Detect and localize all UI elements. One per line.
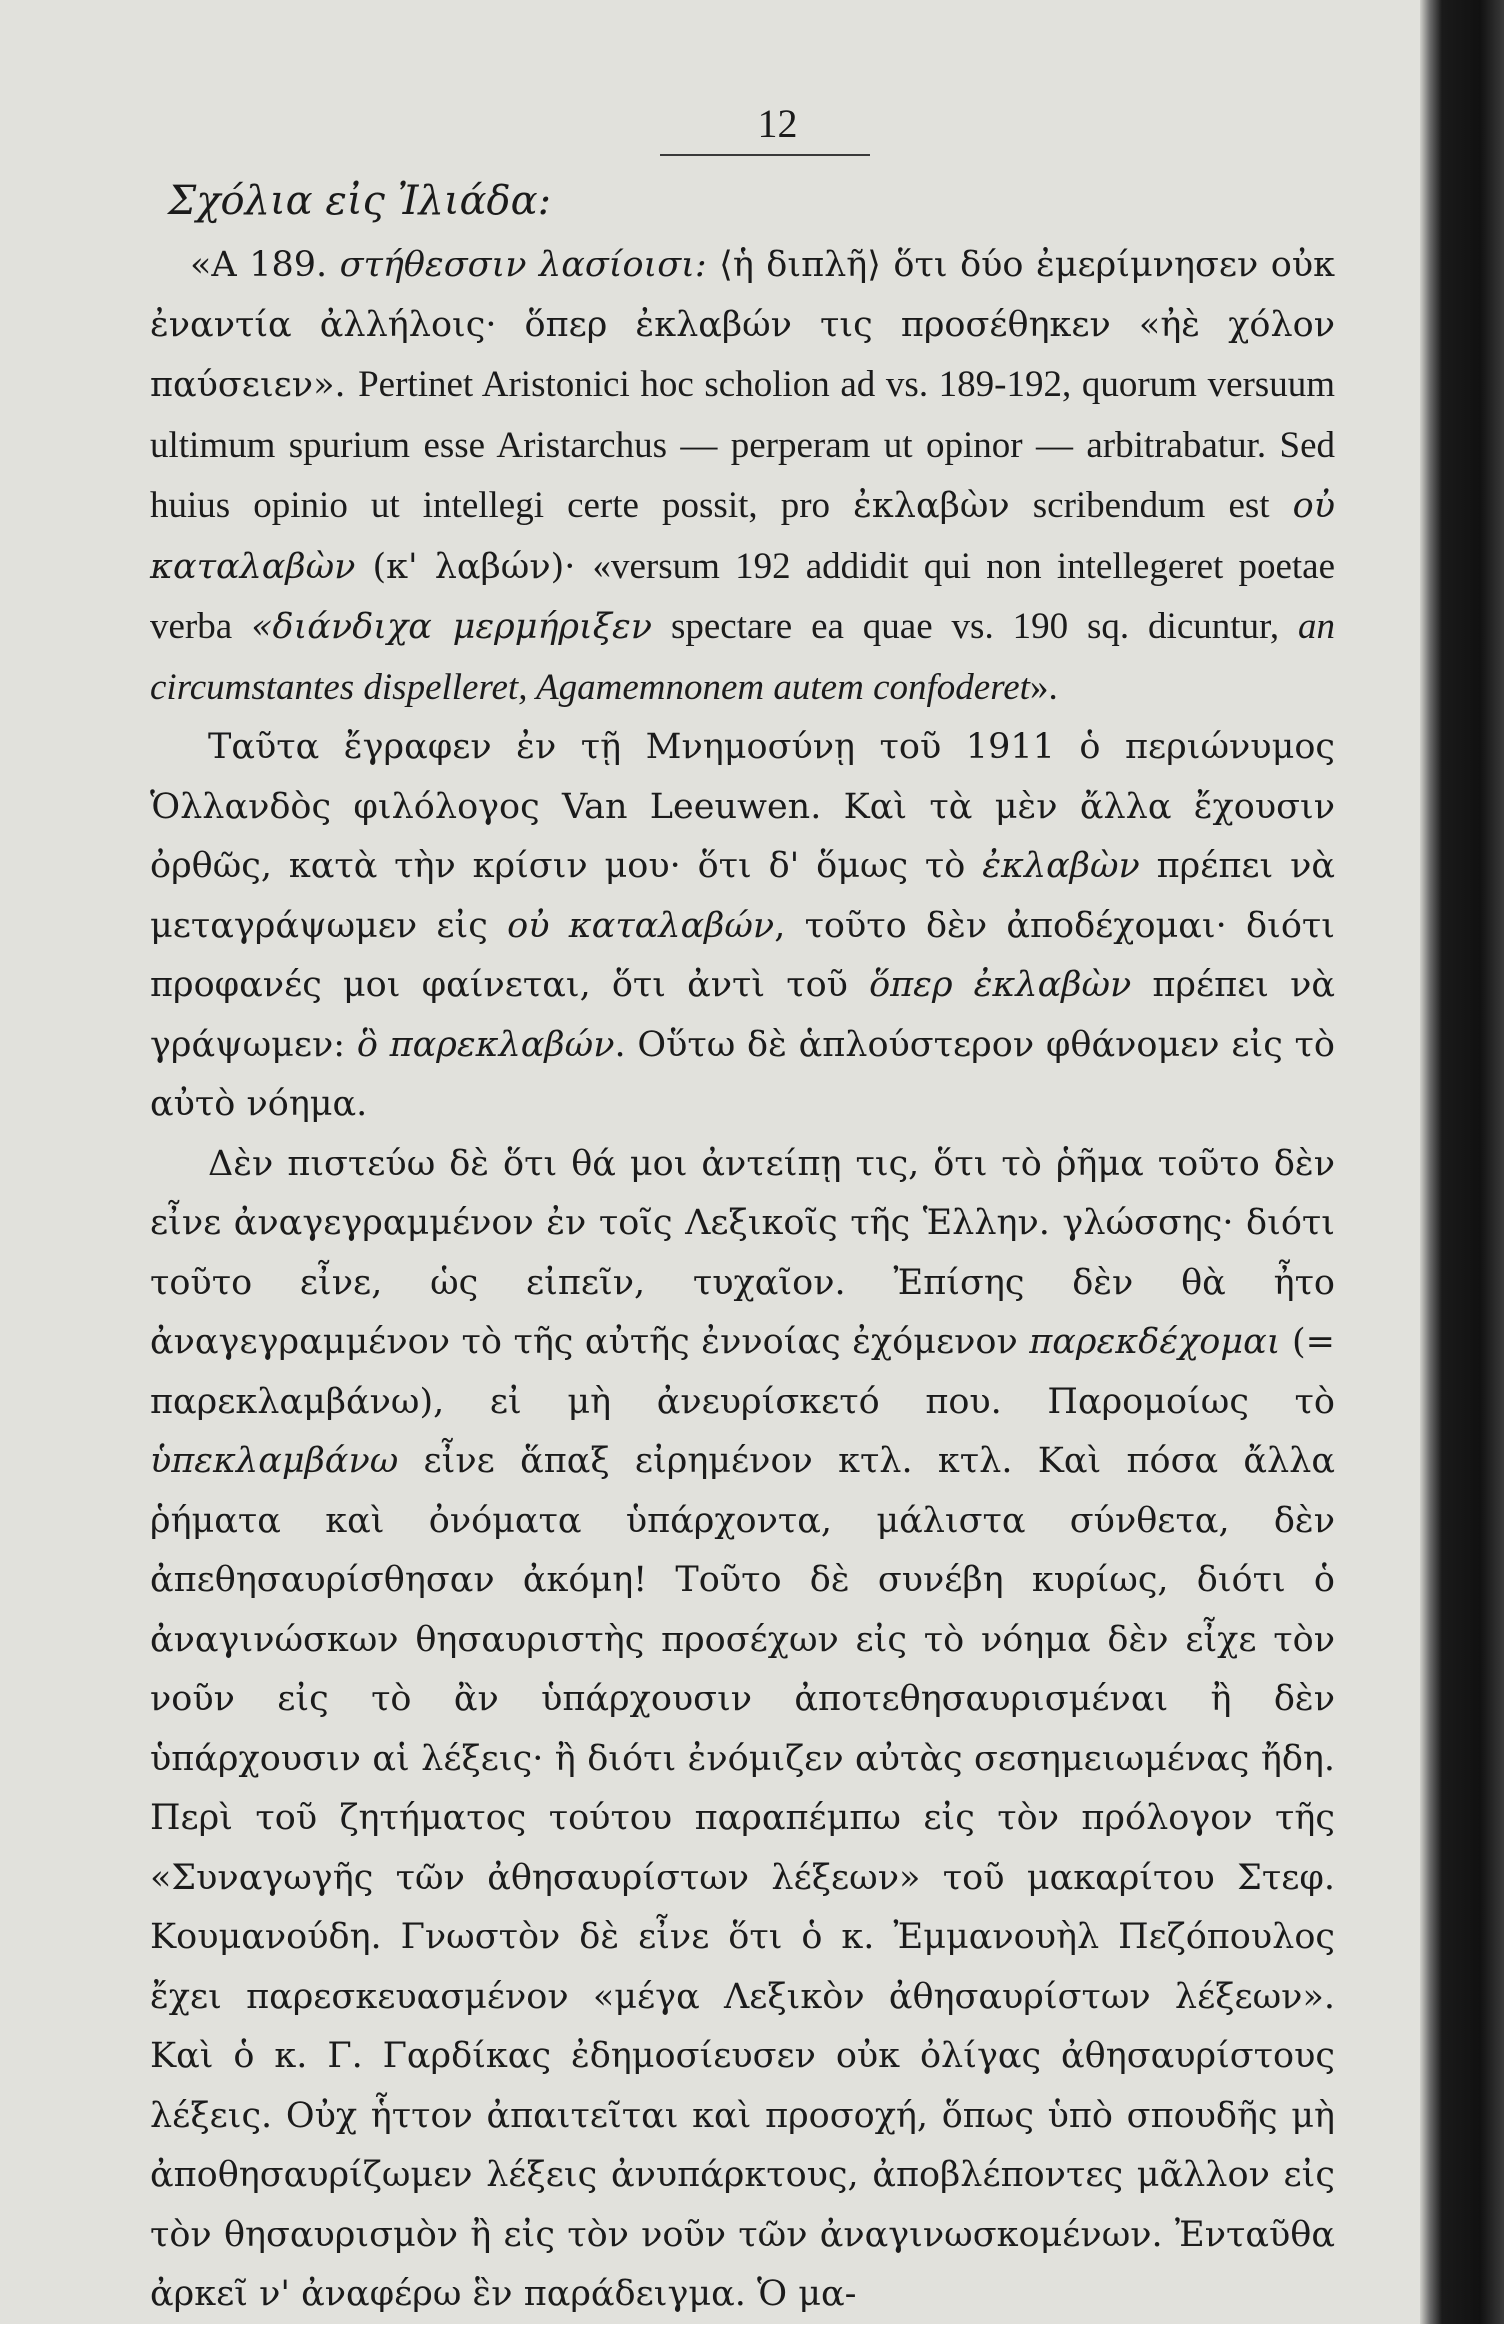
paragraph-van-leeuwen bbox=[150, 718, 1335, 1135]
text-run: ὃ παρεκλαβών bbox=[356, 1024, 615, 1065]
text-run: ὑπεκλαμβάνω bbox=[150, 1441, 399, 1481]
text-run: «versum 192 addidit qui non intellegeret poetae verba bbox=[150, 545, 1336, 647]
text-run: εἶνε ἅπαξ εἰρημένον κτλ. κτλ. Καὶ πόσα ἄλλα ῥήματα καὶ ὀνόματα ὑπάρχοντα, μάλιστα σύνθετα, δὲν ἀπεθησαυρίσθησαν ἀκόμη! Τοῦτο δὲ συνέβη κυρίως, διότι ὁ ἀναγινώσκων θησαυριστὴς προσέχων εἰς τὸ νόημα δὲν εἶχε τὸν νοῦν εἰς τὸ ἂν ὑπάρχουσιν ἀποτεθησαυρισμέναι ἢ δὲν ὑπάρχουσιν αἱ λέξεις· ἢ διότι ἐνόμιζεν αὐτὰς σεσημειωμένας ἤδη. Περὶ τοῦ ζητήματος τούτου παραπέμπω εἰς τὸν πρόλογον τῆς «Συναγωγῆς τῶν ἀθησαυρίστων λέξεων» τοῦ μακαρίτου Στεφ. Κουμανούδη. Γνωστὸν δὲ εἶνε ὅτι ὁ κ. Ἐμμανουὴλ Πεζόπουλος ἔχει παρεσκευασμένον «μέγα Λεξικὸν ἀθησαυρίστων λέξεων». Καὶ ὁ κ. Γ. Γαρδίκας ἐδημοσίευσεν οὐκ ὀλίγας ἀθησαυρίστους λέξεις. Οὐχ ἧττον ἀπαιτεῖται καὶ προσοχή, ὅπως ὑπὸ σπουδῆς μὴ ἀποθησαυρίζωμεν λέξεις ἀνυπάρκτους, ἀποβλέποντες μᾶλλον εἰς τὸν θησαυρισμὸν ἢ εἰς τὸν νοῦν τῶν ἀναγινωσκομένων. Ἐνταῦθα ἀρκεῖ ν' ἀναφέρω ἓν παράδειγμα. Ὁ μα- bbox=[150, 1441, 1335, 2314]
header-rule bbox=[660, 154, 870, 156]
text-run: «διάνδιχα μερμήριξεν bbox=[251, 607, 653, 647]
text-run: (κ' λαβών)· bbox=[355, 546, 593, 587]
text-run: ἐκλαβὼν bbox=[853, 486, 1010, 526]
paragraph-scholion bbox=[150, 236, 1335, 718]
text-run: ⟨ἡ διπλῆ⟩ ὅτι δύο ἐμερίμνησεν οὐκ ἐναντία ἀλλήλοις· ὅπερ ἐκλαβών τις προσέθηκεν «ἠὲ χόλον παύσειεν». bbox=[150, 245, 1335, 405]
text-run: (= παρεκλαμβάνω), εἰ μὴ ἀνευρίσκετό που. Παρομοίως τὸ bbox=[150, 1322, 1335, 1422]
page-number: 12 bbox=[757, 101, 798, 146]
text-run: Δὲν πιστεύω δὲ ὅτι θά μοι ἀντείπῃ τις, ὅτι τὸ ῥῆμα τοῦτο δὲν εἶνε ἀναγεγραμμένον ἐν τοῖς Λεξικοῖς τῆς Ἑλλην. γλώσσης· διότι τοῦτο εἶνε, ὡς εἰπεῖν, τυχαῖον. Ἐπίσης δὲν θὰ ἦτο ἀναγεγραμμένον τὸ τῆς αὐτῆς ἐννοίας ἐχόμενον bbox=[150, 1143, 1335, 1362]
paragraph-lexicon bbox=[150, 1135, 1335, 2325]
text-run: οὐ καταλαβὼν bbox=[150, 486, 1336, 587]
book-spine-shadow bbox=[1420, 0, 1504, 2324]
text-run: , τοῦτο δὲν ἀποδέχομαι· διότι προφανές μοι φαίνεται, ὅτι ἀντὶ τοῦ bbox=[150, 905, 1335, 1005]
text-run: ». bbox=[1029, 666, 1058, 708]
page-text-block bbox=[150, 100, 1335, 2325]
text-run: ὅπερ ἐκλαβὼν bbox=[869, 965, 1132, 1005]
text-run: οὐ καταλαβών bbox=[507, 905, 775, 946]
text-run: πρέπει νὰ γράψωμεν: bbox=[150, 965, 1335, 1065]
text-run: πρέπει νὰ μεταγράψωμεν εἰς bbox=[150, 846, 1335, 946]
text-run: ἐκλαβὼν bbox=[982, 846, 1140, 886]
text-run: spectare ea quae vs. 190 sq. dicuntur, bbox=[652, 606, 1299, 647]
text-run: Ταῦτα ἔγραφεν ἐν τῇ Μνημοσύνῃ τοῦ 1911 ὁ περιώνυμος Ὁλλανδὸς φιλόλογος Van Leeuwen. Καὶ τὰ μὲν ἄλλα ἔχουσιν ὀρθῶς, κατὰ τὴν κρίσιν μου· ὅτι δ' ὅμως τὸ bbox=[150, 727, 1335, 886]
text-run: «Α 189. bbox=[190, 245, 340, 285]
text-run: an circumstantes dispelleret, Agamemnonem autem confoderet bbox=[150, 606, 1336, 708]
text-run: στήθεσσιν λασίοισι: bbox=[339, 245, 707, 285]
text-run: παρεκδέχομαι bbox=[1029, 1322, 1281, 1362]
text-run: scribendum est bbox=[1009, 485, 1293, 526]
section-heading: Σχόλια εἰς Ἰλιάδα: bbox=[168, 178, 552, 224]
text-run: Pertinet Aristonici hoc scholion ad vs. 189-192, quorum versuum ultimum spurium esse Aristarchus — perperam ut opinor — arbitrabatur. Sed huius opinio ut intellegi certe possit, pro bbox=[150, 364, 1335, 526]
text-run: . Οὕτω δὲ ἁπλούστερον φθάνομεν εἰς τὸ αὐτὸ νόημα. bbox=[150, 1024, 1335, 1124]
